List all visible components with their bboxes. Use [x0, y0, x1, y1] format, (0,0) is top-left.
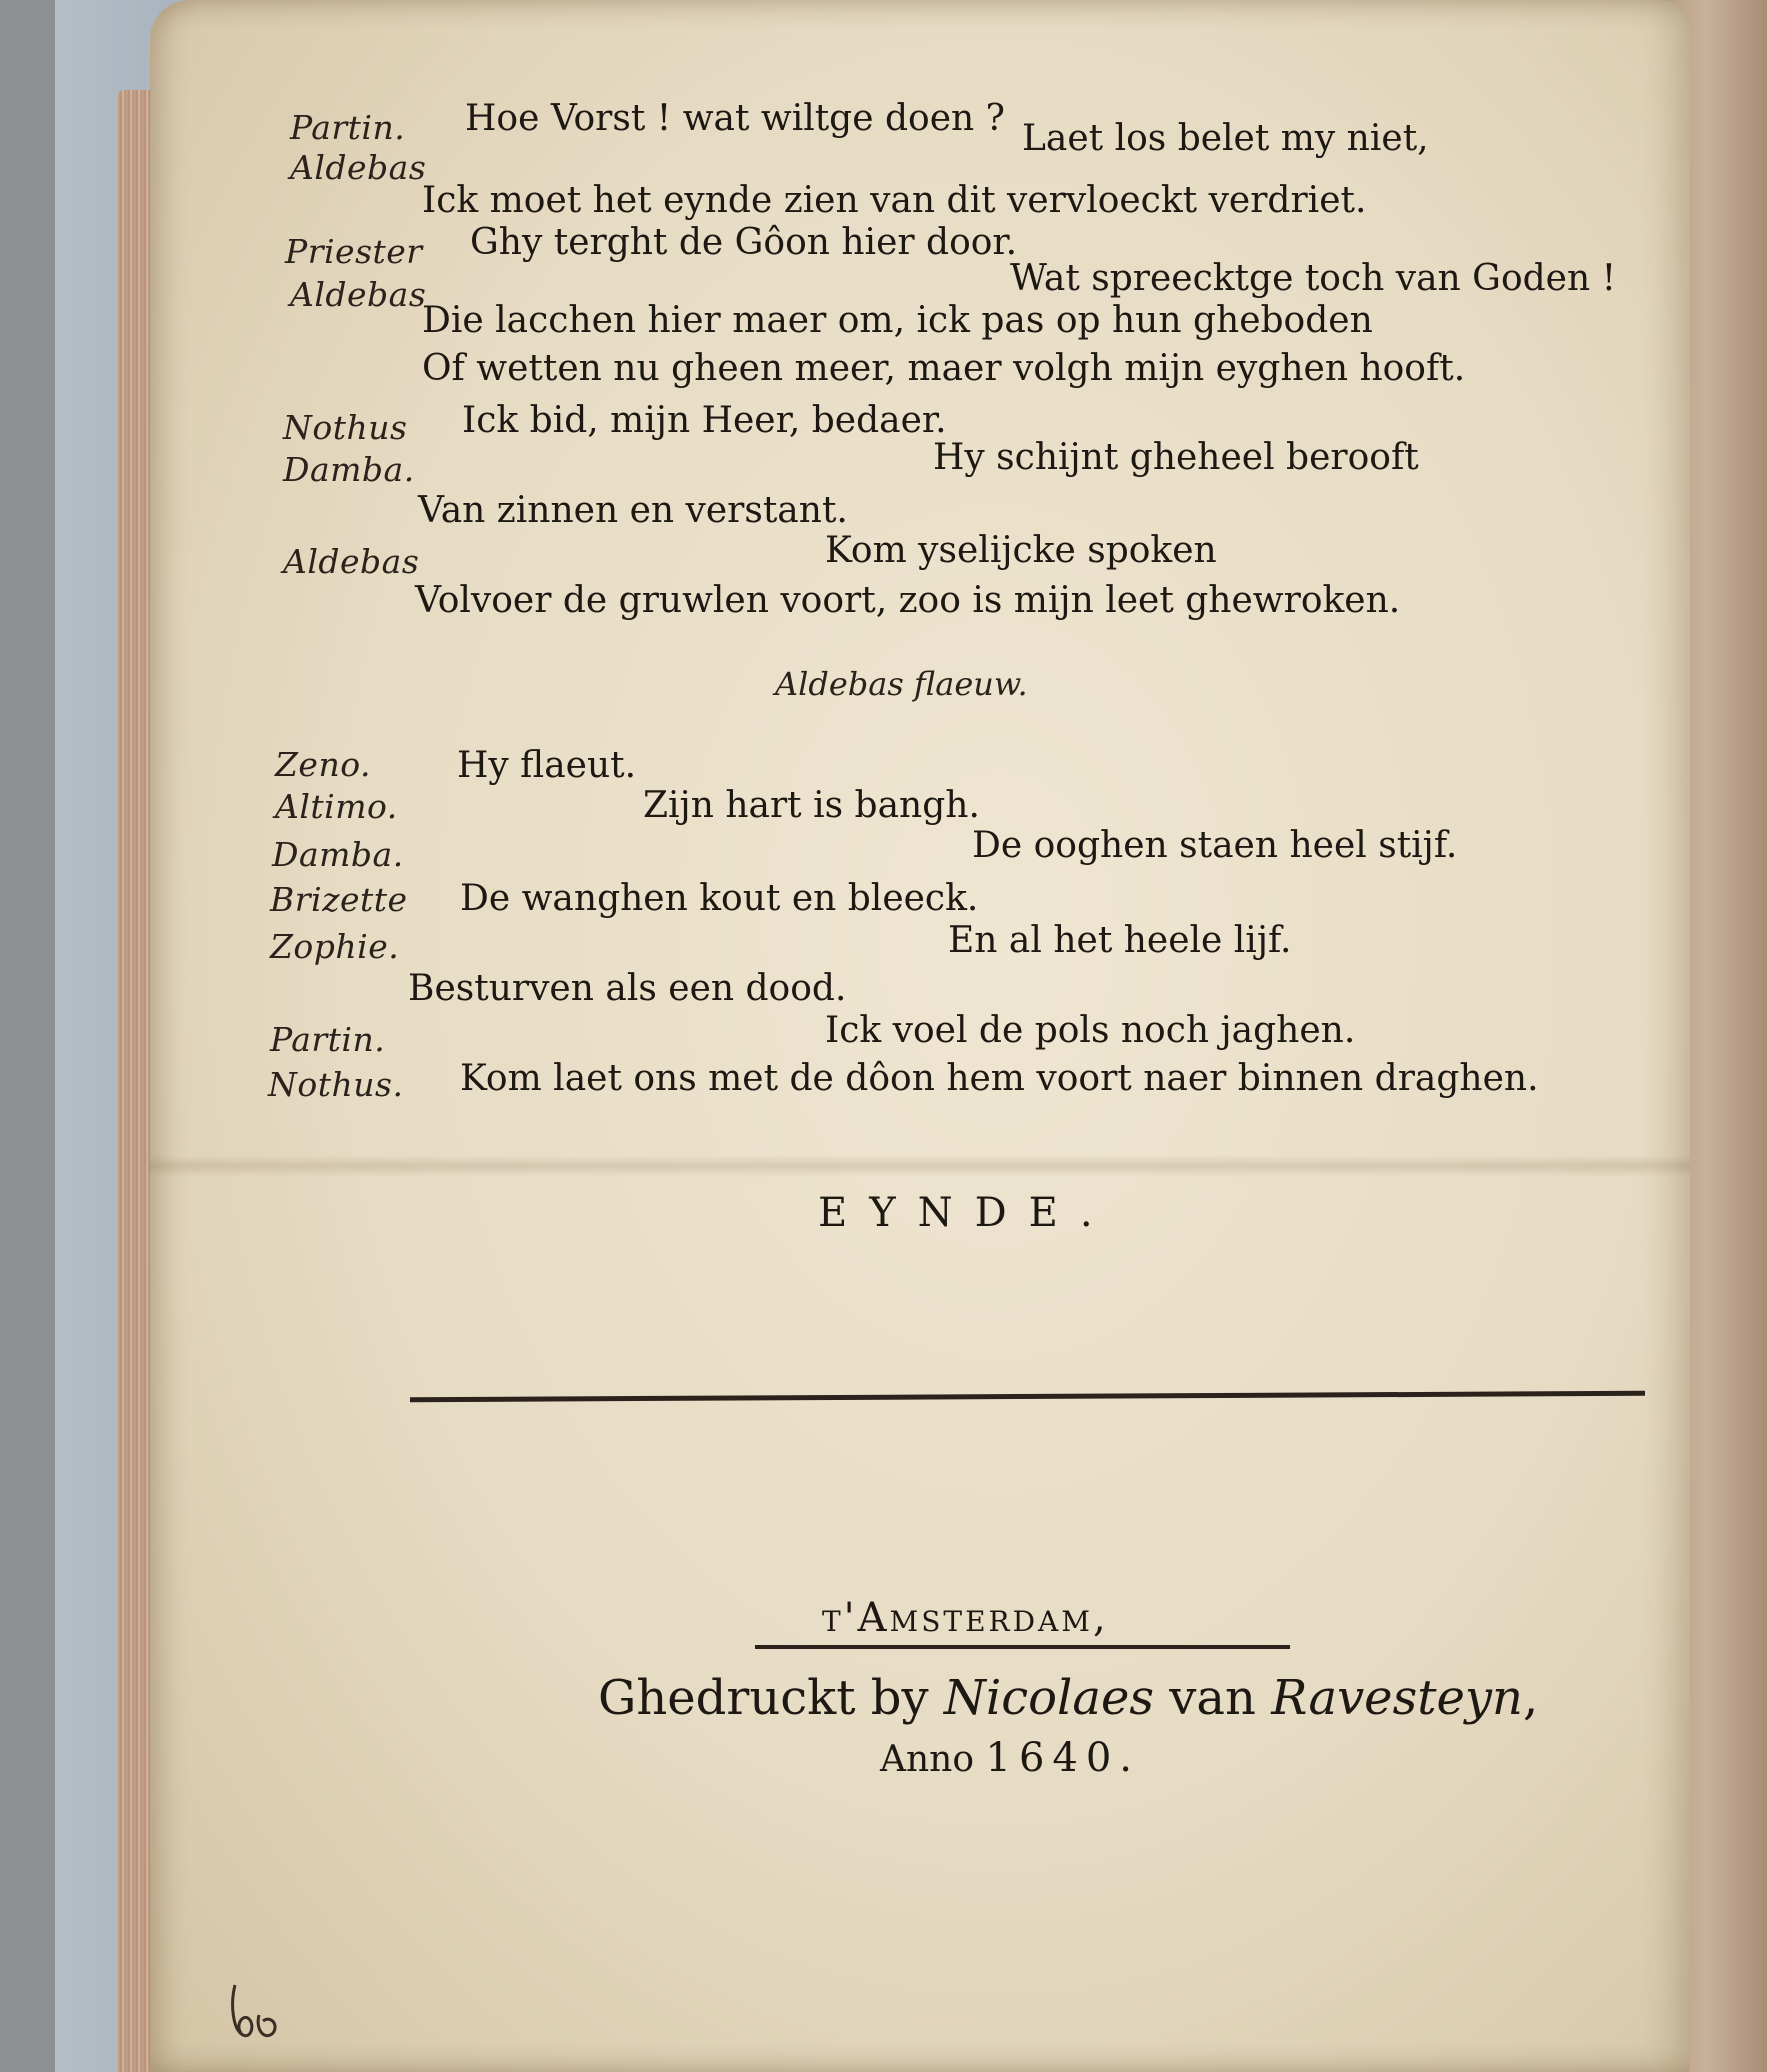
speaker-name: Nothus — [283, 408, 408, 447]
verse-line: De ooghen staen heel stijf. — [972, 825, 1458, 866]
speaker-name: Partin. — [270, 1020, 386, 1059]
verse-line: Laet los belet my niet, — [1022, 118, 1429, 159]
imprint-printer — [598, 1670, 1538, 1726]
speaker-name: Brizette — [270, 880, 408, 919]
end-title: EYNDE. — [818, 1190, 1115, 1236]
verse-line: Die lacchen hier maer om, ick pas op hun gheboden — [422, 300, 1373, 341]
printed-by-text: Ghedruckt by — [598, 1670, 929, 1726]
verse-line: Ghy terght de Gôon hier door. — [470, 222, 1018, 263]
verse-line: Besturven als een dood. — [408, 968, 847, 1009]
anno-label: Anno — [880, 1739, 975, 1780]
speaker-name: Nothus. — [268, 1065, 404, 1104]
printer-surname: Ravesteyn — [1271, 1670, 1523, 1726]
speaker-name: Damba. — [272, 835, 404, 874]
stage-direction: Aldebas flaeuw. — [775, 665, 1028, 703]
year-value: 1640. — [985, 1735, 1141, 1781]
speaker-name: Aldebas — [290, 148, 427, 187]
printer-comma: , — [1522, 1670, 1539, 1726]
verse-line: Kom laet ons met de dôon hem voort naer binnen draghen. — [460, 1058, 1539, 1099]
speaker-name: Priester — [285, 232, 423, 271]
verse-line: Zijn hart is bangh. — [643, 785, 980, 826]
verse-line: Ick moet het eynde zien van dit vervloeckt verdriet. — [422, 180, 1367, 221]
verse-line: Hy flaeut. — [457, 745, 637, 786]
speaker-name: Partin. — [290, 108, 406, 147]
verse-line: Ick voel de pols noch jaghen. — [825, 1010, 1356, 1051]
verse-line: Wat spreecktge toch van Goden ! — [1010, 258, 1617, 299]
speaker-name: Aldebas — [283, 542, 420, 581]
handwritten-mark — [225, 1975, 285, 2045]
printer-first-name: Nicolaes — [943, 1670, 1155, 1726]
verse-line: En al het heele lijf. — [948, 920, 1292, 961]
imprint-year — [880, 1735, 1140, 1781]
van-text: van — [1169, 1670, 1256, 1726]
speaker-name: Altimo. — [275, 787, 398, 826]
verse-line: Hoe Vorst ! wat wiltge doen ? — [465, 98, 1005, 139]
verse-line: Ick bid, mijn Heer, bedaer. — [462, 400, 947, 441]
imprint-rule — [755, 1645, 1290, 1649]
verse-line: De wanghen kout en bleeck. — [460, 878, 979, 919]
verse-line: Hy schijnt gheheel berooft — [933, 437, 1419, 478]
speaker-name: Zeno. — [275, 745, 371, 784]
verse-line: Kom yselijcke spoken — [825, 530, 1217, 571]
page-crease — [150, 1155, 1690, 1177]
verse-line: Of wetten nu gheen meer, maer volgh mijn eyghen hooft. — [422, 348, 1466, 389]
speaker-name: Damba. — [283, 450, 415, 489]
speaker-name: Zophie. — [270, 927, 400, 966]
speaker-name: Aldebas — [290, 275, 427, 314]
verse-line: Van zinnen en verstant. — [418, 490, 848, 531]
verse-line: Volvoer de gruwlen voort, zoo is mijn leet ghewroken. — [415, 580, 1401, 621]
imprint-city: t'Amsterdam, — [822, 1595, 1109, 1641]
